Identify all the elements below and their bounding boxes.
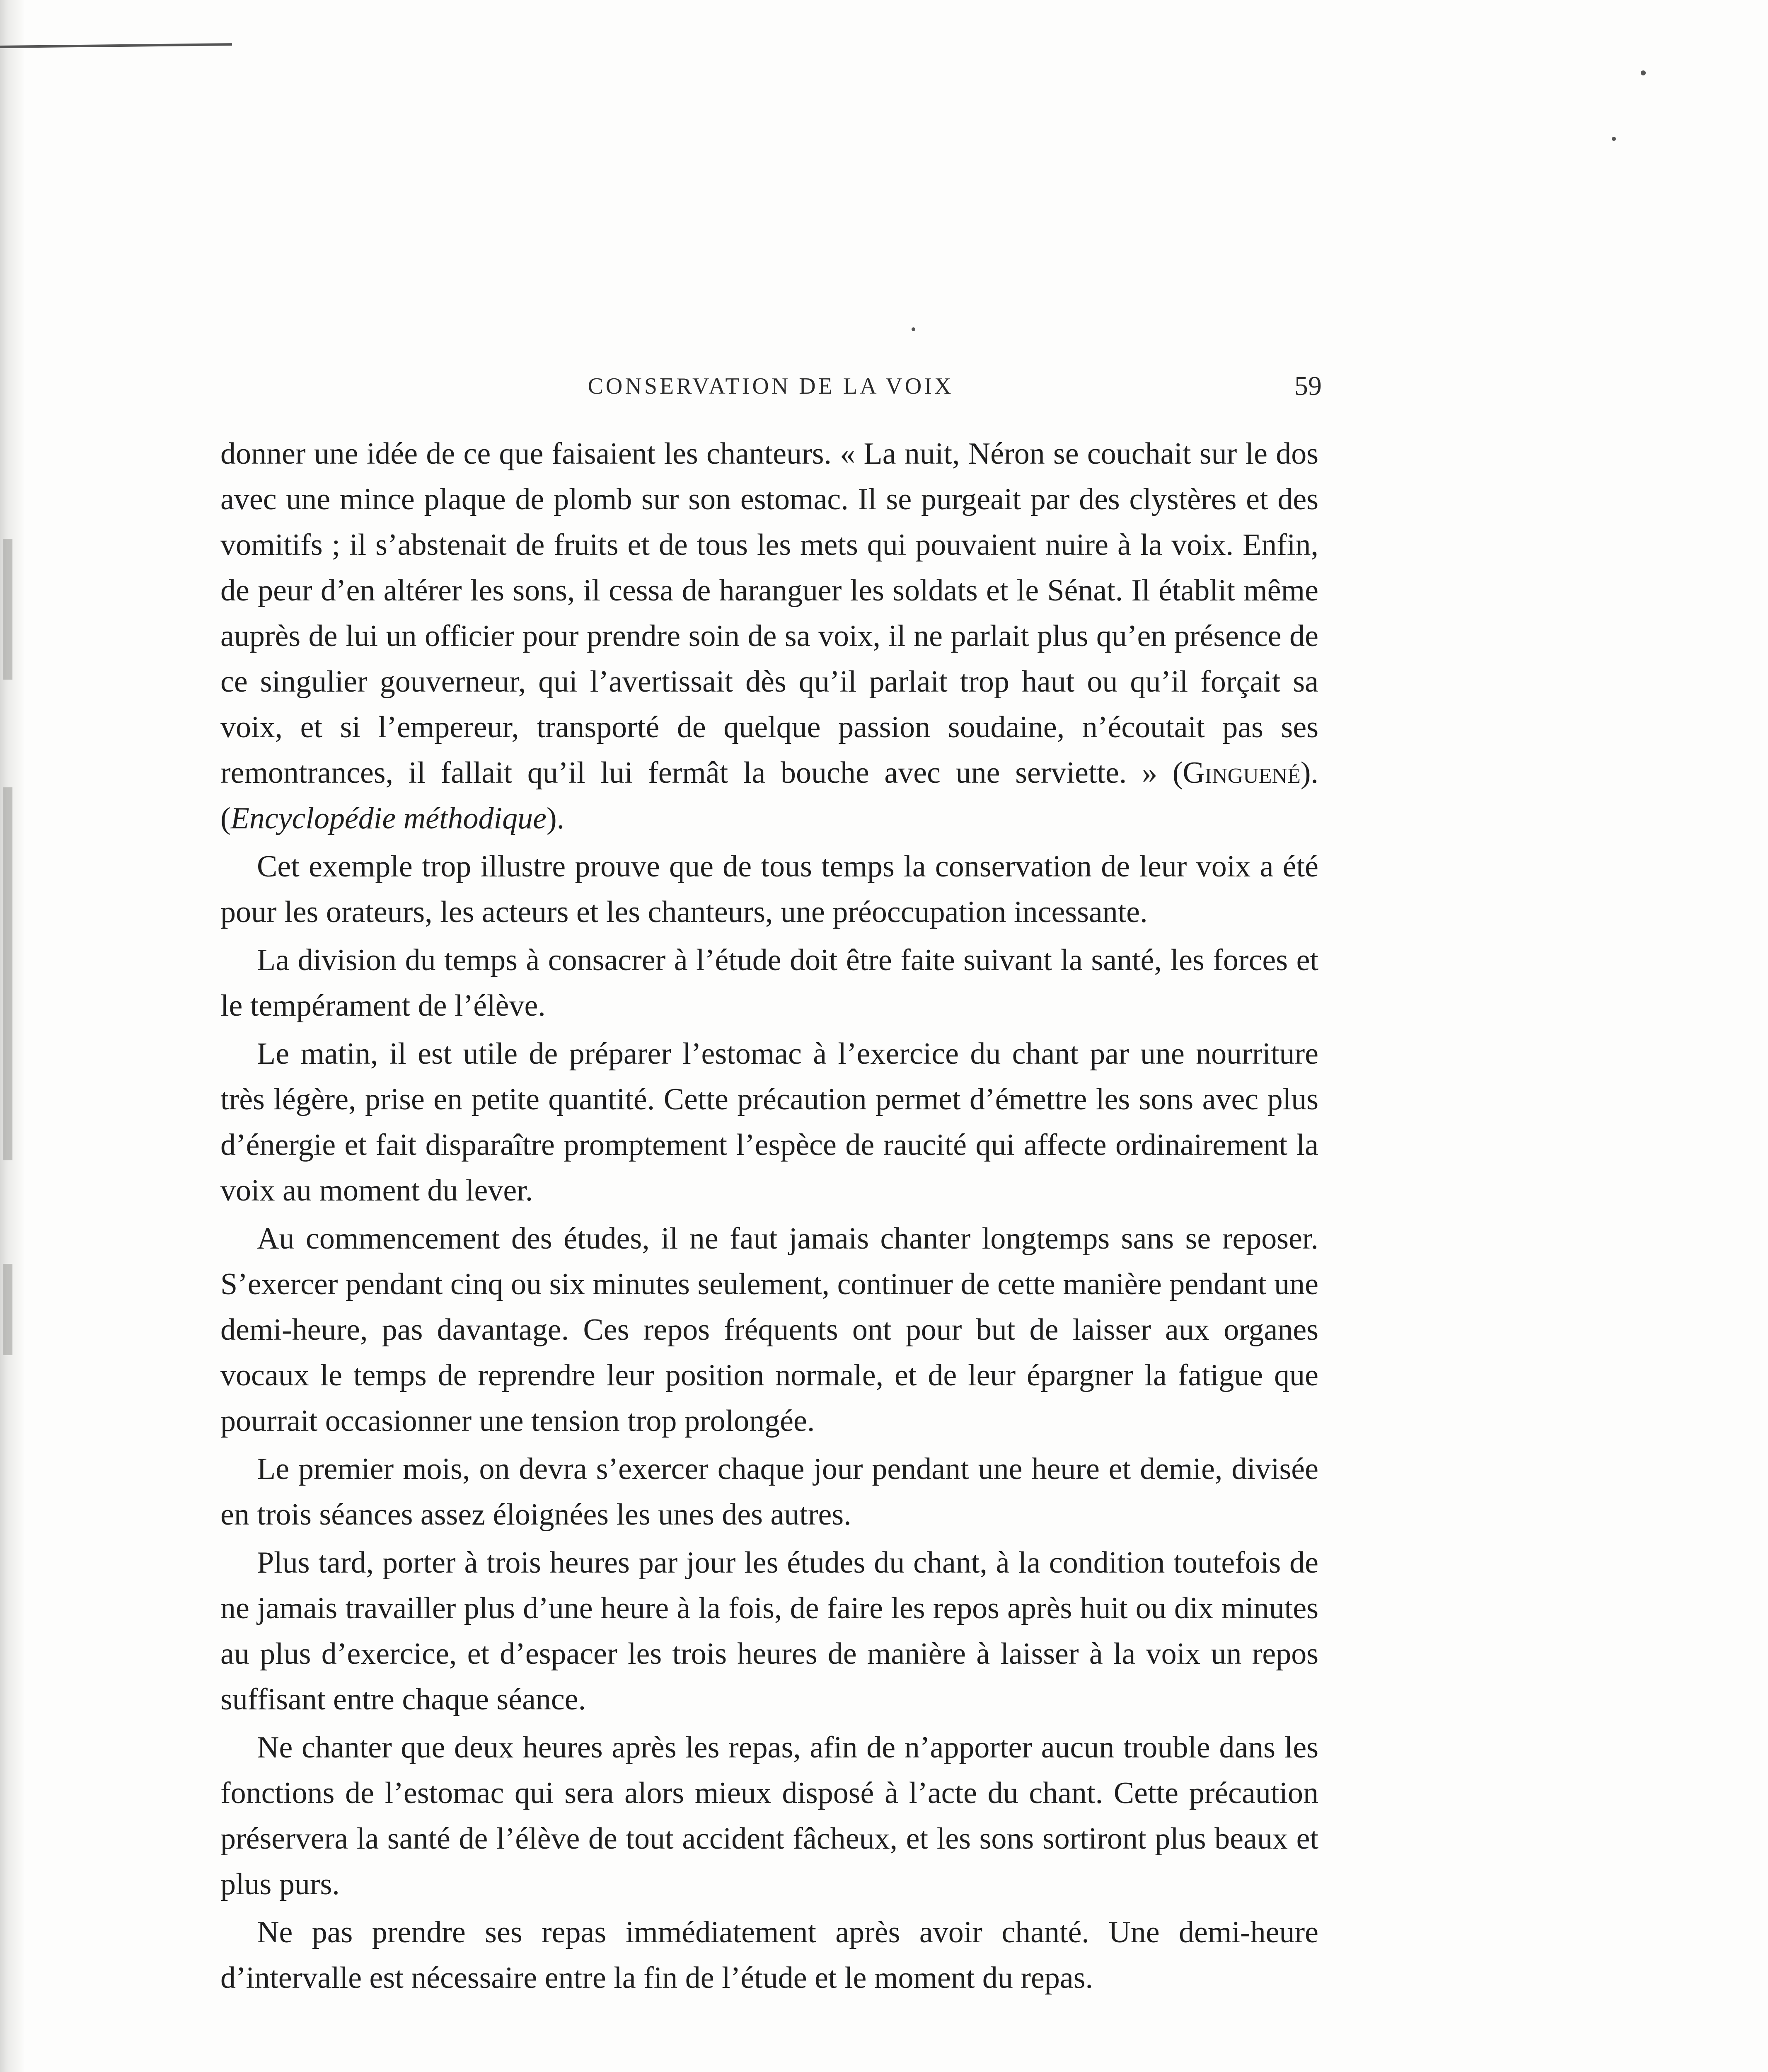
binding-edge: [0, 0, 25, 2072]
page-number: 59: [1294, 371, 1322, 401]
running-title: CONSERVATION DE LA VOIX: [588, 373, 954, 399]
body-text: [220, 431, 1318, 2001]
top-scan-rule: [0, 43, 232, 48]
scan-speck: [1612, 137, 1616, 141]
binding-mark: [3, 1264, 12, 1355]
paragraph: Ne pas prendre ses repas immédiatement après avoir chanté. Une demi-heure d’intervalle est nécessaire entre la fin de l’étude et le moment du repas.: [220, 1915, 1318, 1995]
paragraph: La division du temps à consacrer à l’étude doit être faite suivant la santé, les forces et le tempérament de l’élève.: [220, 943, 1318, 1023]
scan-speck: [912, 327, 915, 331]
citation-separator: ). (: [220, 756, 1318, 835]
paragraph: Plus tard, porter à trois heures par jour les études du chant, à la condition toutefois de ne jamais travailler plus d’une heure à la fois, de faire les repos après huit ou dix minutes au plus d’exercice, et d’espacer les trois heures de manière à laisser à la voix un repos suffisant entre chaque séance.: [220, 1546, 1318, 1716]
scan-speck: [1641, 70, 1646, 75]
citation-author: Ginguené: [1183, 756, 1301, 790]
running-head: [220, 373, 1322, 410]
paragraph: Ne chanter que deux heures après les repas, afin de n’apporter aucun trouble dans les fonctions de l’estomac qui sera alors mieux disposé à l’acte du chant. Cette précaution préservera la santé de l’élève de tout accident fâcheux, et les sons sortiront plus beaux et plus purs.: [220, 1731, 1318, 1901]
citation-source: Encyclopédie méthodique: [230, 801, 547, 835]
paragraph: Au commencement des études, il ne faut jamais chanter longtemps sans se reposer. S’exercer pendant cinq ou six minutes seulement, continuer de cette manière pendant une demi-heure, pas davantage. Ces repos fréquents ont pour but de laisser aux organes vocaux le temps de reprendre leur position normale, et de leur épargner la fatigue que pourrait occasionner une tension trop prolongée.: [220, 1222, 1318, 1438]
paragraph: [220, 431, 1318, 841]
binding-mark: [3, 539, 12, 680]
paragraph: Le matin, il est utile de préparer l’estomac à l’exercice du chant par une nourriture très légère, prise en petite quantité. Cette précaution permet d’émettre les sons avec plus d’énergie et fait disparaître promptement l’espèce de raucité qui affecte ordinairement la voix au moment du lever.: [220, 1037, 1318, 1208]
binding-mark: [3, 787, 12, 1160]
paragraph: Le premier mois, on devra s’exercer chaque jour pendant une heure et demie, divisée en trois séances assez éloignées les unes des autres.: [220, 1452, 1318, 1532]
paragraph-text: donner une idée de ce que faisaient les chanteurs. « La nuit, Néron se couchait sur le dos avec une mince plaque de plomb sur son estomac. Il se purgeait par des clystères et des vomitifs ; il s’abstenait de fruits et de tous les mets qui pouvaient nuire à la voix. Enfin, de peur d’en altérer les sons, il cessa de haranguer les soldats et le Sénat. Il établit même auprès de lui un officier pour prendre soin de sa voix, il ne parlait plus qu’en présence de ce singulier gouverneur, qui l’avertissait dès qu’il parlait trop haut ou qu’il forçait sa voix, et si l’empereur, transporté de quelque passion soudaine, n’écoutait pas ses remontrances, il fallait qu’il lui fermât la bouche avec une serviette. » (: [220, 437, 1318, 790]
paragraph: Cet exemple trop illustre prouve que de tous temps la conservation de leur voix a été pour les orateurs, les acteurs et les chanteurs, une préoccupation incessante.: [220, 850, 1318, 929]
citation-end: ).: [546, 801, 565, 835]
